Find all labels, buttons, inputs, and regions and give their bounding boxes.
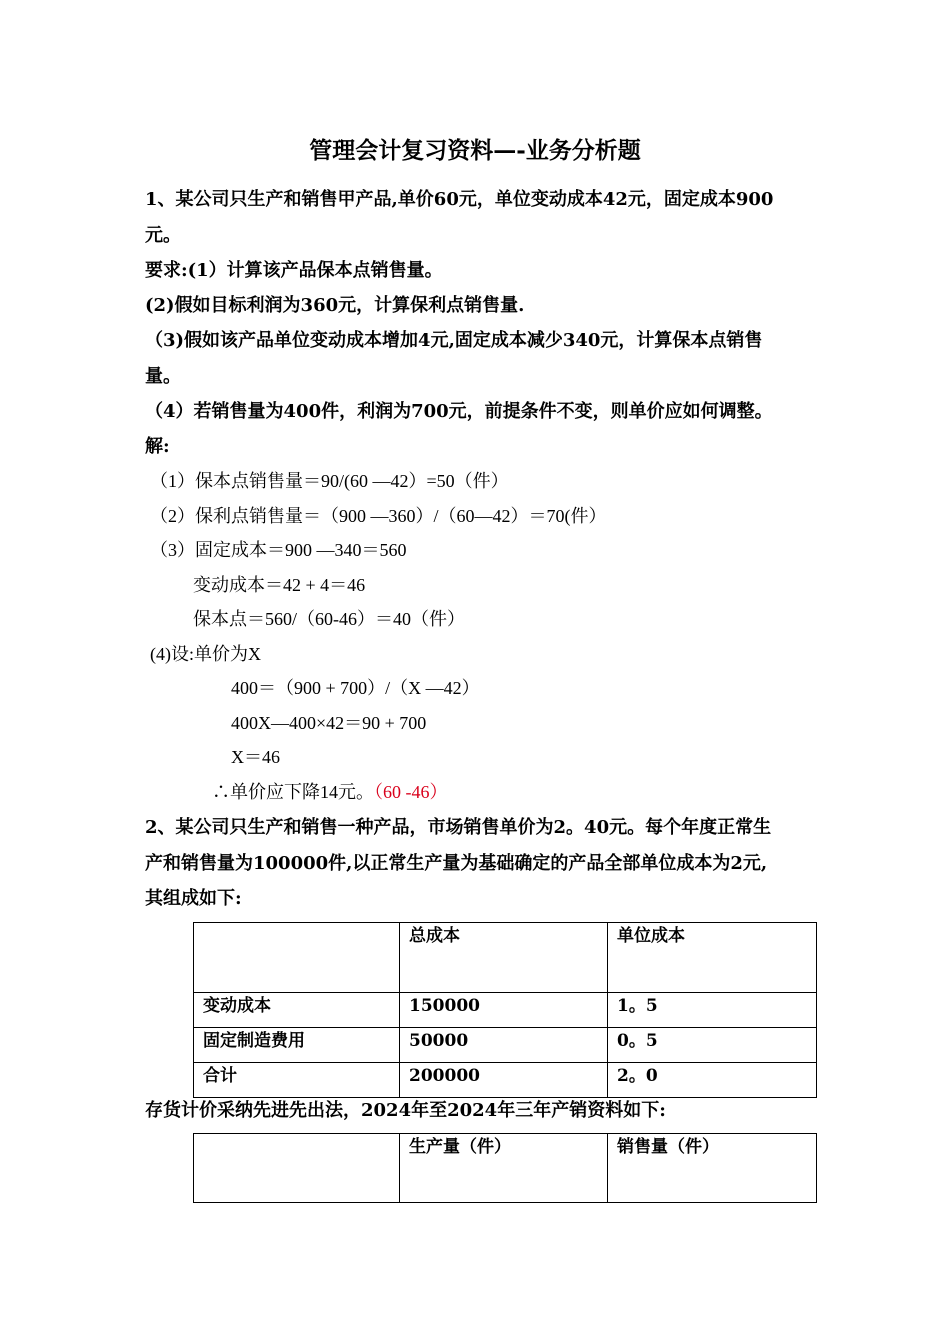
table-cell: 0。5 [608, 1028, 817, 1063]
q1-solution-label: 解: [145, 436, 170, 457]
q1-requirement-3: （3)假如该产品单位变动成本增加4元,固定成本减少340元，计算保本点销售 [145, 330, 763, 351]
table-row [194, 1028, 817, 1063]
table-header-cell: 生产量（件） [400, 1134, 608, 1203]
cost-composition-table [193, 922, 817, 1098]
q1-answer-3-breakeven: 保本点＝560/（60-46）＝40（件） [193, 609, 465, 629]
table-cell: 2。0 [608, 1063, 817, 1098]
table-header-row [194, 923, 817, 993]
q1-answer-4-conclusion [212, 781, 448, 803]
q1-answer-4-expansion: 400X—400×42＝90 + 700 [231, 713, 427, 733]
table-row [194, 993, 817, 1028]
table-header-row [194, 1134, 817, 1203]
table-cell: 合计 [194, 1063, 400, 1098]
conclusion-highlight: （60 -46） [374, 782, 448, 802]
table-header-cell: 单位成本 [608, 923, 817, 993]
table-cell: 200000 [400, 1063, 608, 1098]
q1-answer-4: (4)设:单价为X [150, 644, 261, 664]
q2-statement-line1: 2、某公司只生产和销售一种产品，市场销售单价为2。40元。每个年度正常生 [145, 817, 772, 838]
table-cell: 1。5 [608, 993, 817, 1028]
q2-statement-line3: 其组成如下: [145, 888, 242, 909]
page-title: 管理会计复习资料—-业务分析题 [309, 137, 641, 164]
q1-answer-3: （3）固定成本＝900 —340＝560 [150, 540, 407, 560]
q1-answer-3-variable-cost: 变动成本＝42 + 4＝46 [193, 575, 366, 595]
q1-answer-1: （1）保本点销售量＝90/(60 —42）=50（件） [150, 471, 509, 491]
q1-requirement-4: （4）若销售量为400件，利润为700元，前提条件不变，则单价应如何调整。 [145, 401, 773, 422]
q1-statement-line2: 元。 [145, 225, 181, 246]
table-cell: 150000 [400, 993, 608, 1028]
table-row [194, 1063, 817, 1098]
table-cell: 50000 [400, 1028, 608, 1063]
table-header-cell: 销售量（件） [608, 1134, 817, 1203]
q1-statement-line1: 1、某公司只生产和销售甲产品,单价60元，单位变动成本42元，固定成本900 [145, 189, 774, 210]
production-sales-table [193, 1133, 817, 1203]
conclusion-text: ∴单价应下降14元。 [212, 782, 374, 802]
table-cell: 变动成本 [194, 993, 400, 1028]
table-header-cell [194, 1134, 400, 1203]
q1-requirement-2: (2)假如目标利润为360元，计算保利点销售量. [145, 295, 525, 316]
q1-answer-4-result: X＝46 [231, 747, 280, 767]
table-header-cell: 总成本 [400, 923, 608, 993]
q2-statement-line2: 产和销售量为100000件,以正常生产量为基础确定的产品全部单位成本为2元, [145, 853, 768, 874]
q1-requirement-3-cont: 量。 [145, 366, 181, 387]
q2-inventory-note: 存货计价采纳先进先出法，2024年至2024年三年产销资料如下: [145, 1100, 666, 1121]
q1-answer-2: （2）保利点销售量＝（900 —360）/（60—42）＝70(件） [150, 506, 607, 526]
table-cell: 固定制造费用 [194, 1028, 400, 1063]
table-header-cell [194, 923, 400, 993]
q1-answer-4-equation: 400＝（900 + 700）/（X —42） [231, 678, 480, 698]
q1-requirement-1: 要求:(1）计算该产品保本点销售量。 [145, 260, 443, 281]
